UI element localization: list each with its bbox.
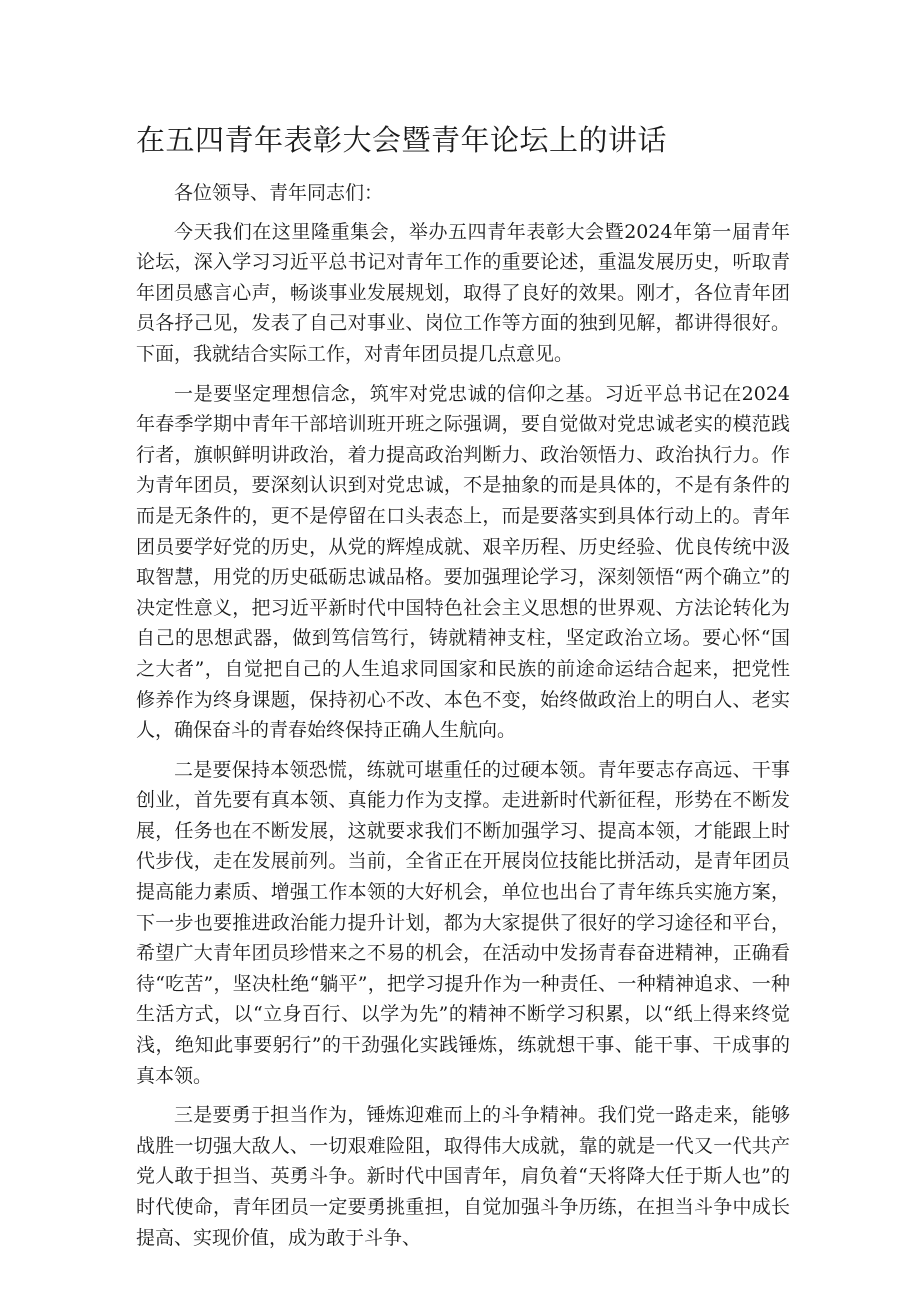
paragraph-point-three: 三是要勇于担当作为，锤炼迎难而上的斗争精神。我们党一路走来，能够战胜一切强大敌人、一切艰难险阻，取得伟大成就，靠的就是一代又一代共产党人敢于担当、英勇斗争。新时代中国青年，肩负着“天将降大任于斯人也”的时代使命，青年团员一定要勇挑重担，自觉加强斗争历练，在担当斗争中成长提高、实现价值，成为敢于斗争、: [136, 1104, 790, 1249]
document-body: [136, 178, 790, 1262]
salutation: 各位领导、青年同志们：: [174, 182, 384, 204]
paragraph-intro: 今天我们在这里隆重集会，举办五四青年表彰大会暨2024年第一届青年论坛，深入学习习近平总书记对青年工作的重要论述，重温发展历史，听取青年团员感言心声，畅谈事业发展规划，取得了良好的效果。刚才，各位青年团员各抒己见，发表了自己对事业、岗位工作等方面的独到见解，都讲得很好。下面，我就结合实际工作，对青年团员提几点意见。: [136, 220, 790, 365]
paragraph-point-two: 二是要保持本领恐慌，练就可堪重任的过硬本领。青年要志存高远、干事创业，首先要有真本领、真能力作为支撑。走进新时代新征程，形势在不断发展，任务也在不断发展，这就要求我们不断加强学习、提高本领，才能跟上时代步伐，走在发展前列。当前，全省正在开展岗位技能比拼活动，是青年团员提高能力素质、增强工作本领的大好机会，单位也出台了青年练兵实施方案，下一步也要推进政治能力提升计划，都为大家提供了很好的学习途径和平台，希望广大青年团员珍惜来之不易的机会，在活动中发扬青春奋进精神，正确看待“吃苦”，坚决杜绝“躺平”，把学习提升作为一种责任、一种精神追求、一种生活方式，以“立身百行、以学为先”的精神不断学习积累，以“纸上得来终觉浅，绝知此事要躬行”的干劲强化实践锤炼，练就想干事、能干事、干成事的真本领。: [136, 758, 790, 1087]
document-title: 在五四青年表彰大会暨青年论坛上的讲话: [136, 123, 668, 157]
paragraph-point-one: 一是要坚定理想信念，筑牢对党忠诚的信仰之基。习近平总书记在2024年春季学期中青年干部培训班开班之际强调，要自觉做对党忠诚老实的模范践行者，旗帜鲜明讲政治，着力提高政治判断力、政治领悟力、政治执行力。作为青年团员，要深刻认识到对党忠诚，不是抽象的而是具体的，不是有条件的而是无条件的，更不是停留在口头表态上，而是要落实到具体行动上的。青年团员要学好党的历史，从党的辉煌成就、艰辛历程、历史经验、优良传统中汲取智慧，用党的历史砥砺忠诚品格。要加强理论学习，深刻领悟“两个确立”的决定性意义，把习近平新时代中国特色社会主义思想的世界观、方法论转化为自己的思想武器，做到笃信笃行，铸就精神支柱，坚定政治立场。要心怀“国之大者”，自觉把自己的人生追求同国家和民族的前途命运结合起来，把党性修养作为终身课题，保持初心不改、本色不变，始终做政治上的明白人、老实人，确保奋斗的青春始终保持正确人生航向。: [136, 382, 790, 742]
